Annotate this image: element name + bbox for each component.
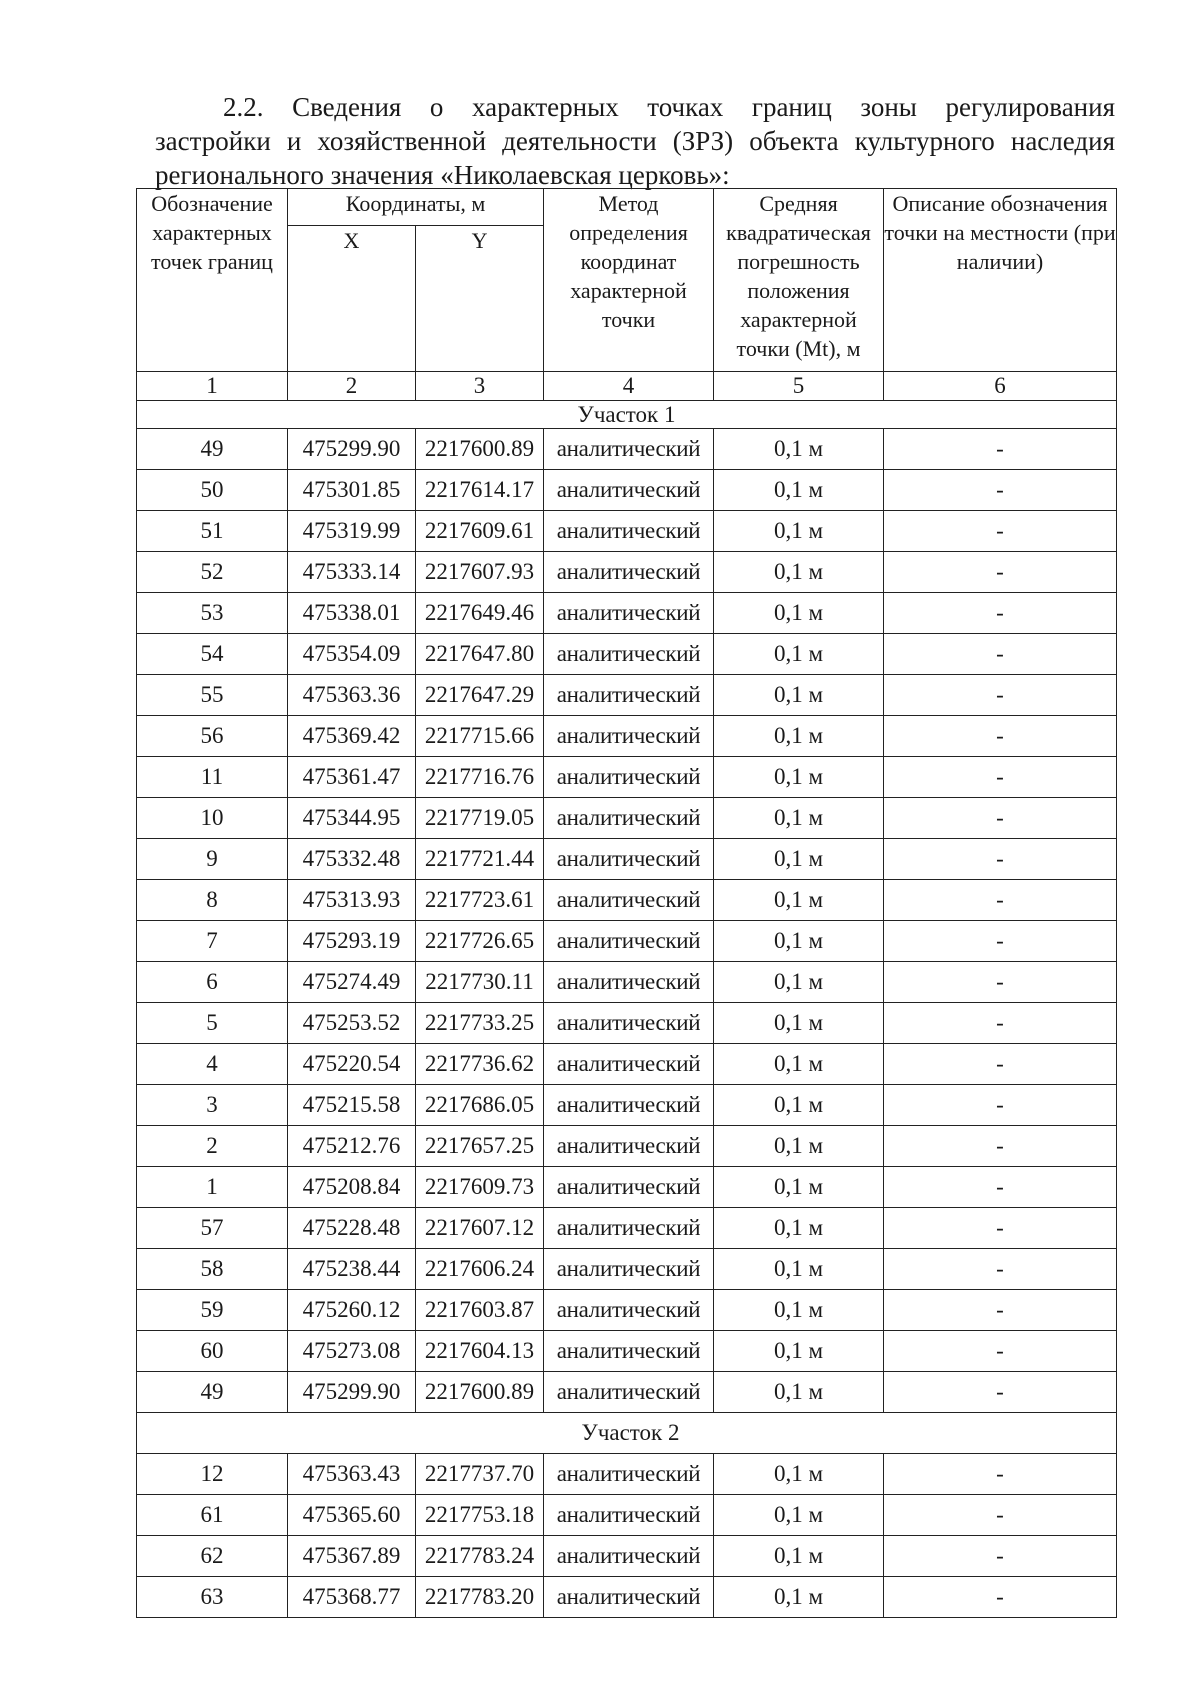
cell-description: - (884, 1495, 1117, 1536)
cell-error: 0,1 м (714, 716, 884, 757)
cell-coord-y: 2217726.65 (416, 921, 544, 962)
cell-description: - (884, 798, 1117, 839)
column-number: 2 (288, 372, 416, 401)
cell-error: 0,1 м (714, 1003, 884, 1044)
cell-error: 0,1 м (714, 429, 884, 470)
cell-coord-y: 2217647.29 (416, 675, 544, 716)
cell-point-id: 6 (137, 962, 288, 1003)
cell-description: - (884, 757, 1117, 798)
cell-coord-x: 475220.54 (288, 1044, 416, 1085)
cell-point-id: 63 (137, 1577, 288, 1618)
table-row (137, 1003, 1117, 1044)
cell-method: аналитический (544, 1167, 714, 1208)
cell-error: 0,1 м (714, 1167, 884, 1208)
cell-coord-y: 2217606.24 (416, 1249, 544, 1290)
cell-description: - (884, 1577, 1117, 1618)
cell-error: 0,1 м (714, 962, 884, 1003)
cell-method: аналитический (544, 1331, 714, 1372)
table-row (137, 757, 1117, 798)
cell-point-id: 2 (137, 1126, 288, 1167)
cell-coord-y: 2217715.66 (416, 716, 544, 757)
table-row (137, 593, 1117, 634)
cell-method: аналитический (544, 757, 714, 798)
table-row (137, 1331, 1117, 1372)
cell-error: 0,1 м (714, 552, 884, 593)
cell-point-id: 49 (137, 429, 288, 470)
table-row (137, 1454, 1117, 1495)
cell-description: - (884, 675, 1117, 716)
cell-coord-y: 2217736.62 (416, 1044, 544, 1085)
table-row (137, 1249, 1117, 1290)
cell-coord-x: 475363.43 (288, 1454, 416, 1495)
cell-point-id: 11 (137, 757, 288, 798)
cell-coord-y: 2217609.61 (416, 511, 544, 552)
cell-error: 0,1 м (714, 593, 884, 634)
cell-error: 0,1 м (714, 1126, 884, 1167)
cell-coord-y: 2217649.46 (416, 593, 544, 634)
cell-coord-x: 475273.08 (288, 1331, 416, 1372)
cell-error: 0,1 м (714, 511, 884, 552)
cell-method: аналитический (544, 1044, 714, 1085)
cell-point-id: 10 (137, 798, 288, 839)
cell-description: - (884, 593, 1117, 634)
cell-error: 0,1 м (714, 839, 884, 880)
cell-description: - (884, 1454, 1117, 1495)
table-row (137, 798, 1117, 839)
cell-point-id: 55 (137, 675, 288, 716)
cell-point-id: 50 (137, 470, 288, 511)
cell-point-id: 3 (137, 1085, 288, 1126)
cell-method: аналитический (544, 716, 714, 757)
cell-coord-y: 2217783.20 (416, 1577, 544, 1618)
cell-point-id: 54 (137, 634, 288, 675)
cell-method: аналитический (544, 1208, 714, 1249)
cell-error: 0,1 м (714, 470, 884, 511)
cell-description: - (884, 1290, 1117, 1331)
cell-coord-x: 475332.48 (288, 839, 416, 880)
cell-point-id: 57 (137, 1208, 288, 1249)
cell-point-id: 12 (137, 1454, 288, 1495)
cell-method: аналитический (544, 593, 714, 634)
cell-coord-y: 2217686.05 (416, 1085, 544, 1126)
section-row (137, 1413, 1117, 1454)
header-y: Y (416, 226, 544, 372)
cell-coord-x: 475293.19 (288, 921, 416, 962)
cell-coord-x: 475212.76 (288, 1126, 416, 1167)
table-row (137, 1495, 1117, 1536)
cell-point-id: 1 (137, 1167, 288, 1208)
section-heading (155, 90, 1115, 192)
cell-description: - (884, 1126, 1117, 1167)
cell-coord-x: 475260.12 (288, 1290, 416, 1331)
table-row (137, 634, 1117, 675)
table-row (137, 675, 1117, 716)
cell-description: - (884, 716, 1117, 757)
cell-method: аналитический (544, 1003, 714, 1044)
cell-method: аналитический (544, 1126, 714, 1167)
header-method: Метод определения координат характерной точки (544, 189, 714, 372)
cell-point-id: 58 (137, 1249, 288, 1290)
cell-point-id: 52 (137, 552, 288, 593)
cell-coord-x: 475338.01 (288, 593, 416, 634)
cell-description: - (884, 429, 1117, 470)
cell-coord-x: 475365.60 (288, 1495, 416, 1536)
header-coordinates: Координаты, м (288, 189, 544, 226)
cell-description: - (884, 1085, 1117, 1126)
cell-coord-y: 2217753.18 (416, 1495, 544, 1536)
cell-description: - (884, 552, 1117, 593)
cell-coord-y: 2217600.89 (416, 1372, 544, 1413)
cell-method: аналитический (544, 1577, 714, 1618)
column-number-row (137, 372, 1117, 401)
column-number: 4 (544, 372, 714, 401)
cell-point-id: 61 (137, 1495, 288, 1536)
cell-method: аналитический (544, 839, 714, 880)
cell-method: аналитический (544, 634, 714, 675)
cell-description: - (884, 921, 1117, 962)
header-x: X (288, 226, 416, 372)
cell-method: аналитический (544, 675, 714, 716)
header-error: Средняя квадратическая погрешность положения характерной точки (Mt), м (714, 189, 884, 372)
cell-description: - (884, 1249, 1117, 1290)
cell-coord-x: 475333.14 (288, 552, 416, 593)
cell-method: аналитический (544, 1290, 714, 1331)
cell-point-id: 51 (137, 511, 288, 552)
cell-coord-y: 2217603.87 (416, 1290, 544, 1331)
column-number: 1 (137, 372, 288, 401)
cell-error: 0,1 м (714, 798, 884, 839)
cell-coord-y: 2217600.89 (416, 429, 544, 470)
cell-method: аналитический (544, 921, 714, 962)
cell-coord-y: 2217723.61 (416, 880, 544, 921)
table-row (137, 470, 1117, 511)
table-row (137, 1126, 1117, 1167)
cell-error: 0,1 м (714, 1249, 884, 1290)
cell-description: - (884, 1003, 1117, 1044)
section-title: Участок 2 (137, 1413, 1117, 1454)
cell-method: аналитический (544, 798, 714, 839)
header-description: Описание обозначения точки на местности (при наличии) (884, 189, 1117, 372)
cell-error: 0,1 м (714, 1495, 884, 1536)
boundary-points-table (136, 188, 1117, 1618)
cell-error: 0,1 м (714, 1331, 884, 1372)
cell-error: 0,1 м (714, 1372, 884, 1413)
cell-coord-x: 475301.85 (288, 470, 416, 511)
cell-error: 0,1 м (714, 757, 884, 798)
cell-coord-x: 475363.36 (288, 675, 416, 716)
cell-coord-y: 2217607.93 (416, 552, 544, 593)
cell-method: аналитический (544, 1372, 714, 1413)
cell-point-id: 7 (137, 921, 288, 962)
table-row (137, 1536, 1117, 1577)
cell-method: аналитический (544, 429, 714, 470)
heading-line-3: регионального значения «Николаевская церковь»: (155, 160, 730, 190)
cell-description: - (884, 1208, 1117, 1249)
table-row (137, 1044, 1117, 1085)
cell-coord-x: 475299.90 (288, 1372, 416, 1413)
cell-coord-y: 2217716.76 (416, 757, 544, 798)
heading-line-2: застройки и хозяйственной деятельности (ЗРЗ) объекта культурного наследия (155, 126, 1115, 156)
cell-description: - (884, 962, 1117, 1003)
cell-method: аналитический (544, 1536, 714, 1577)
column-number: 5 (714, 372, 884, 401)
cell-point-id: 8 (137, 880, 288, 921)
cell-coord-x: 475274.49 (288, 962, 416, 1003)
cell-error: 0,1 м (714, 1536, 884, 1577)
cell-coord-x: 475367.89 (288, 1536, 416, 1577)
table-row (137, 429, 1117, 470)
cell-point-id: 9 (137, 839, 288, 880)
cell-description: - (884, 634, 1117, 675)
cell-error: 0,1 м (714, 1577, 884, 1618)
section-title: Участок 1 (137, 401, 1117, 429)
cell-description: - (884, 1044, 1117, 1085)
cell-method: аналитический (544, 880, 714, 921)
cell-coord-y: 2217607.12 (416, 1208, 544, 1249)
table-row (137, 1577, 1117, 1618)
cell-error: 0,1 м (714, 634, 884, 675)
cell-error: 0,1 м (714, 1208, 884, 1249)
cell-point-id: 53 (137, 593, 288, 634)
cell-coord-x: 475319.99 (288, 511, 416, 552)
cell-method: аналитический (544, 1249, 714, 1290)
table-row (137, 1167, 1117, 1208)
cell-error: 0,1 м (714, 1290, 884, 1331)
table-row (137, 962, 1117, 1003)
cell-coord-x: 475299.90 (288, 429, 416, 470)
cell-coord-y: 2217737.70 (416, 1454, 544, 1495)
cell-coord-y: 2217614.17 (416, 470, 544, 511)
cell-error: 0,1 м (714, 921, 884, 962)
table-row (137, 921, 1117, 962)
cell-coord-x: 475368.77 (288, 1577, 416, 1618)
cell-coord-y: 2217604.13 (416, 1331, 544, 1372)
cell-description: - (884, 511, 1117, 552)
cell-coord-x: 475313.93 (288, 880, 416, 921)
table-row (137, 1208, 1117, 1249)
table-row (137, 1085, 1117, 1126)
cell-coord-x: 475361.47 (288, 757, 416, 798)
cell-description: - (884, 1372, 1117, 1413)
cell-description: - (884, 1331, 1117, 1372)
table-row (137, 1290, 1117, 1331)
table-row (137, 716, 1117, 757)
cell-coord-y: 2217721.44 (416, 839, 544, 880)
table-row (137, 839, 1117, 880)
cell-description: - (884, 1167, 1117, 1208)
cell-error: 0,1 м (714, 1085, 884, 1126)
cell-point-id: 49 (137, 1372, 288, 1413)
cell-description: - (884, 839, 1117, 880)
cell-method: аналитический (544, 1454, 714, 1495)
cell-point-id: 59 (137, 1290, 288, 1331)
cell-method: аналитический (544, 470, 714, 511)
cell-coord-x: 475354.09 (288, 634, 416, 675)
cell-coord-y: 2217719.05 (416, 798, 544, 839)
cell-point-id: 60 (137, 1331, 288, 1372)
cell-method: аналитический (544, 511, 714, 552)
cell-coord-x: 475238.44 (288, 1249, 416, 1290)
cell-description: - (884, 1536, 1117, 1577)
cell-coord-y: 2217647.80 (416, 634, 544, 675)
table-row (137, 511, 1117, 552)
cell-method: аналитический (544, 552, 714, 593)
cell-coord-y: 2217783.24 (416, 1536, 544, 1577)
cell-point-id: 4 (137, 1044, 288, 1085)
table-row (137, 552, 1117, 593)
cell-point-id: 56 (137, 716, 288, 757)
cell-coord-x: 475228.48 (288, 1208, 416, 1249)
cell-error: 0,1 м (714, 1454, 884, 1495)
table-row (137, 1372, 1117, 1413)
cell-method: аналитический (544, 962, 714, 1003)
table-body (137, 401, 1117, 1618)
cell-coord-x: 475369.42 (288, 716, 416, 757)
cell-method: аналитический (544, 1085, 714, 1126)
cell-coord-y: 2217733.25 (416, 1003, 544, 1044)
cell-method: аналитический (544, 1495, 714, 1536)
table-row (137, 880, 1117, 921)
cell-coord-x: 475215.58 (288, 1085, 416, 1126)
cell-coord-y: 2217609.73 (416, 1167, 544, 1208)
section-row (137, 401, 1117, 429)
cell-error: 0,1 м (714, 675, 884, 716)
heading-line-1: 2.2. Сведения о характерных точках границ зоны регулирования (223, 92, 1115, 122)
cell-point-id: 5 (137, 1003, 288, 1044)
column-number: 3 (416, 372, 544, 401)
cell-point-id: 62 (137, 1536, 288, 1577)
cell-error: 0,1 м (714, 880, 884, 921)
header-designation: Обозначение характерных точек границ (137, 189, 288, 372)
cell-description: - (884, 470, 1117, 511)
column-number: 6 (884, 372, 1117, 401)
cell-coord-x: 475344.95 (288, 798, 416, 839)
cell-error: 0,1 м (714, 1044, 884, 1085)
cell-coord-x: 475253.52 (288, 1003, 416, 1044)
cell-description: - (884, 880, 1117, 921)
cell-coord-y: 2217657.25 (416, 1126, 544, 1167)
cell-coord-x: 475208.84 (288, 1167, 416, 1208)
cell-coord-y: 2217730.11 (416, 962, 544, 1003)
